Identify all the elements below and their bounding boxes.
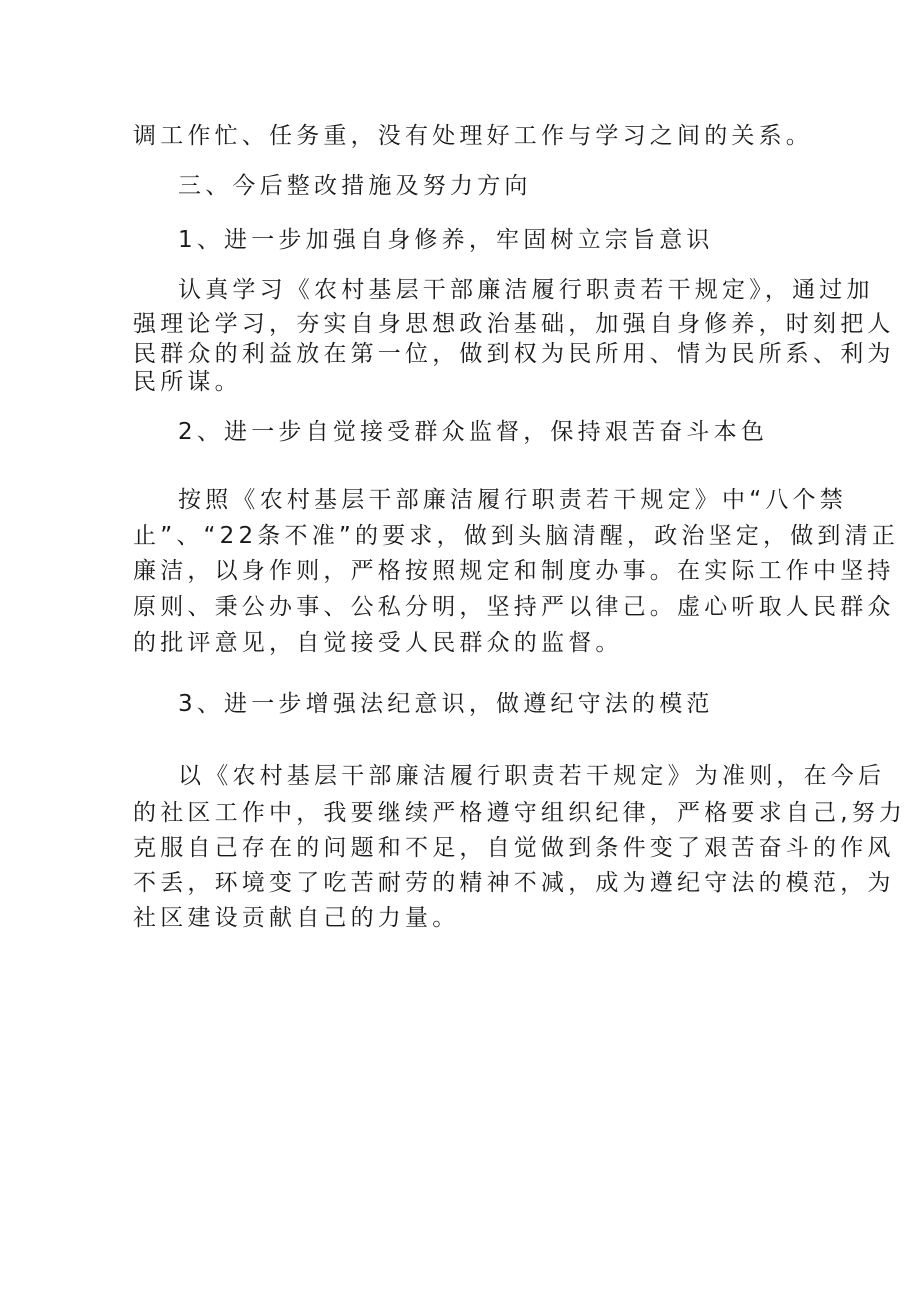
body-text-line: 廉洁，以身作则，严格按照规定和制度办事。在实际工作中坚持	[133, 558, 895, 584]
subsection-heading: 1、进一步加强自身修养，牢固树立宗旨意识	[178, 227, 714, 253]
body-text-line: 民所谋。	[133, 369, 242, 395]
body-text-line: 原则、秉公办事、公私分明，坚持严以律己。虚心听取人民群众	[133, 594, 895, 620]
body-text-line: 认真学习《农村基层干部廉洁履行职责若干规定》，通过加	[178, 277, 874, 303]
subsection-heading: 2、进一步自觉接受群众监督，保持艰苦奋斗本色	[178, 419, 769, 445]
body-text-line: 不丢，环境变了吃苦耐劳的精神不减，成为遵纪守法的模范，为	[133, 870, 895, 896]
body-text-line: 以《农村基层干部廉洁履行职责若干规定》为准则，在今后	[178, 763, 886, 789]
body-text-line: 的批评意见，自觉接受人民群众的监督。	[133, 630, 623, 656]
body-text-line: 社区建设贡献自己的力量。	[133, 905, 460, 931]
body-text-line: 强理论学习，夯实自身思想政治基础，加强自身修养，时刻把人	[133, 311, 895, 337]
body-text-line: 调工作忙、任务重，没有处理好工作与学习之间的关系。	[133, 123, 813, 149]
body-text-line: 的社区工作中，我要继续严格遵守组织纪律，严格要求自己,努力	[133, 800, 907, 826]
body-text-line: 按照《农村基层干部廉洁履行职责若干规定》中“八个禁	[178, 487, 847, 513]
body-text-line: 止”、“22条不准”的要求，做到头脑清醒，政治坚定，做到清正	[133, 523, 900, 549]
body-text-line: 克服自己存在的问题和不足，自觉做到条件变了艰苦奋斗的作风	[133, 835, 895, 861]
section-heading: 三、今后整改措施及努力方向	[178, 173, 532, 199]
body-text-line: 民群众的利益放在第一位，做到权为民所用、情为民所系、利为	[133, 341, 895, 367]
subsection-heading: 3、进一步增强法纪意识，做遵纪守法的模范	[178, 691, 714, 717]
